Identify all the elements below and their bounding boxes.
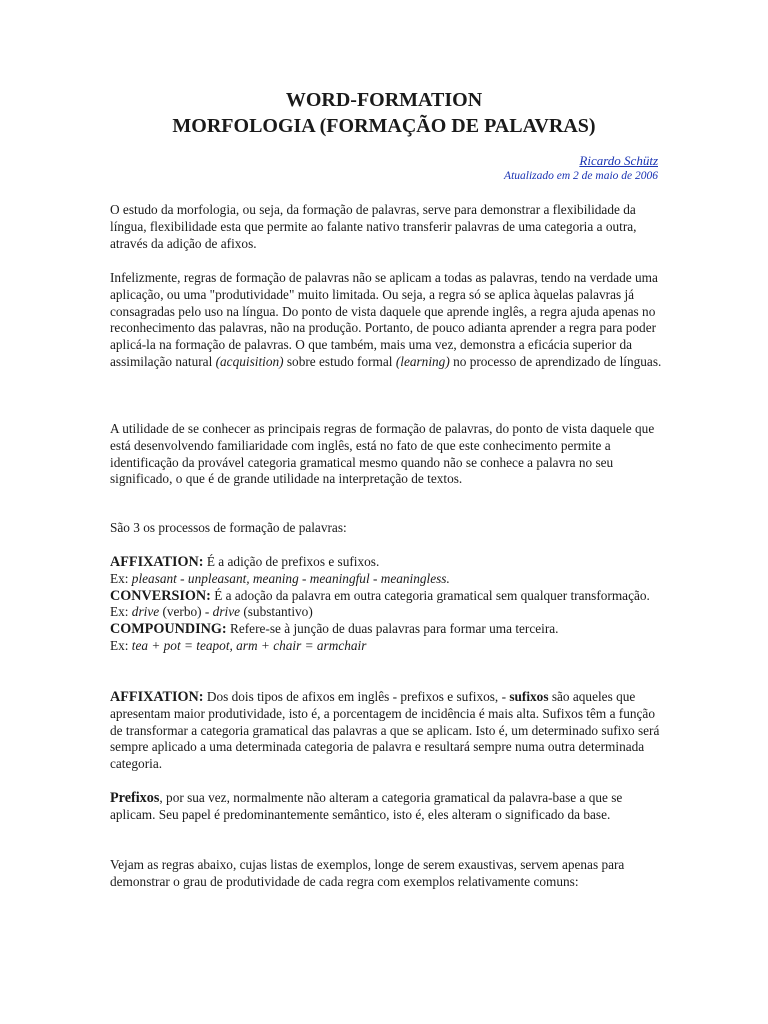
title-line-2: MORFOLOGIA (FORMAÇÃO DE PALAVRAS) <box>172 115 596 137</box>
author-link[interactable]: Ricardo Schütz <box>579 153 658 168</box>
paragraph-rules: Vejam as regras abaixo, cujas listas de exemplos, longe de serem exaustivas, servem apenas para demonstrar o grau de produtividade de cada regra com exemplos relativamente comuns: <box>110 857 625 889</box>
paragraph-affixation: AFFIXATION: Dos dois tipos de afixos em inglês - prefixos e sufixos, - sufixos são aqueles que apresentam maior produtividade, isto é, a porcentagem de incidência é mais alta. Sufixos têm a função de transformar a categoria gramatical das palavras a que se aplicam. Isto é, um determinado sufixo será sempre aplicado a uma determinada categoria de palavra e resultará sempre numa outra determinada categoria. <box>110 689 660 772</box>
conversion-label: CONVERSION: <box>110 587 211 604</box>
paragraph-1: O estudo da morfologia, ou seja, da formação de palavras, serve para demonstrar a flexibilidade da língua, flexibilidade esta que permite ao falante nativo transferir palavras de uma categoria a outra, através da adição de afixos. <box>110 202 637 251</box>
processes-list: AFFIXATION: É a adição de prefixos e sufixos. Ex: pleasant - unpleasant, meaning - meaningful - meaningless. CONVERSION: É a adoção da palavra em outra categoria gramatical sem qualquer transformação. Ex: drive (verbo) - drive (substantivo) COMPOUNDING: Refere-se à junção de duas palavras para formar uma terceira. Ex: tea + pot = teapot, arm + chair = armchair <box>110 554 650 653</box>
affixation-label: AFFIXATION: <box>110 554 204 570</box>
term-acquisition: (acquisition) <box>215 353 284 369</box>
updated-date: Atualizado em 2 de maio de 2006 <box>504 170 658 182</box>
paragraph-4: São 3 os processos de formação de palavras: <box>110 520 347 535</box>
paragraph-3: A utilidade de se conhecer as principais regras de formação de palavras, do ponto de vista daquele que está desenvolvendo familiaridade com inglês, está no fato de que este conhecimento permite a identificação da provável categoria gramatical mesmo quando não se conhece a palavra no seu significado, o que é de grande utilidade na interpretação de textos. <box>110 421 655 487</box>
affixation-example: pleasant - unpleasant, meaning - meaningful - meaningless. <box>131 570 450 586</box>
paragraph-prefixos: Prefixos, por sua vez, normalmente não alteram a categoria gramatical da palavra-base a que se aplicam. Seu papel é predominantemente semântico, isto é, eles alteram o significado da base. <box>110 790 623 822</box>
compounding-example: tea + pot = teapot, arm + chair = armchair <box>131 637 367 653</box>
paragraph-2: Infelizmente, regras de formação de palavras não se aplicam a todas as palavras, tendo na verdade uma aplicação, ou uma "produtividade" muito limitada. Ou seja, a regra só se aplica àquelas palavras já consagradas pelo uso na língua. Do ponto de vista daquele que aprende inglês, a regra ajuda apenas no reconhecimento das palavras, não na produção. Portanto, de pouco adianta aprender a regra para poder aplicá-la na formação de palavras. O que também, mais uma vez, demonstra a eficácia superior da assimilação natural (acquisition) sobre estudo formal (learning) no processo de aprendizado de línguas. <box>110 270 662 369</box>
compounding-label: COMPOUNDING: <box>110 621 227 638</box>
term-learning: (learning) <box>395 353 450 369</box>
title-line-1: WORD-FORMATION <box>285 89 483 111</box>
